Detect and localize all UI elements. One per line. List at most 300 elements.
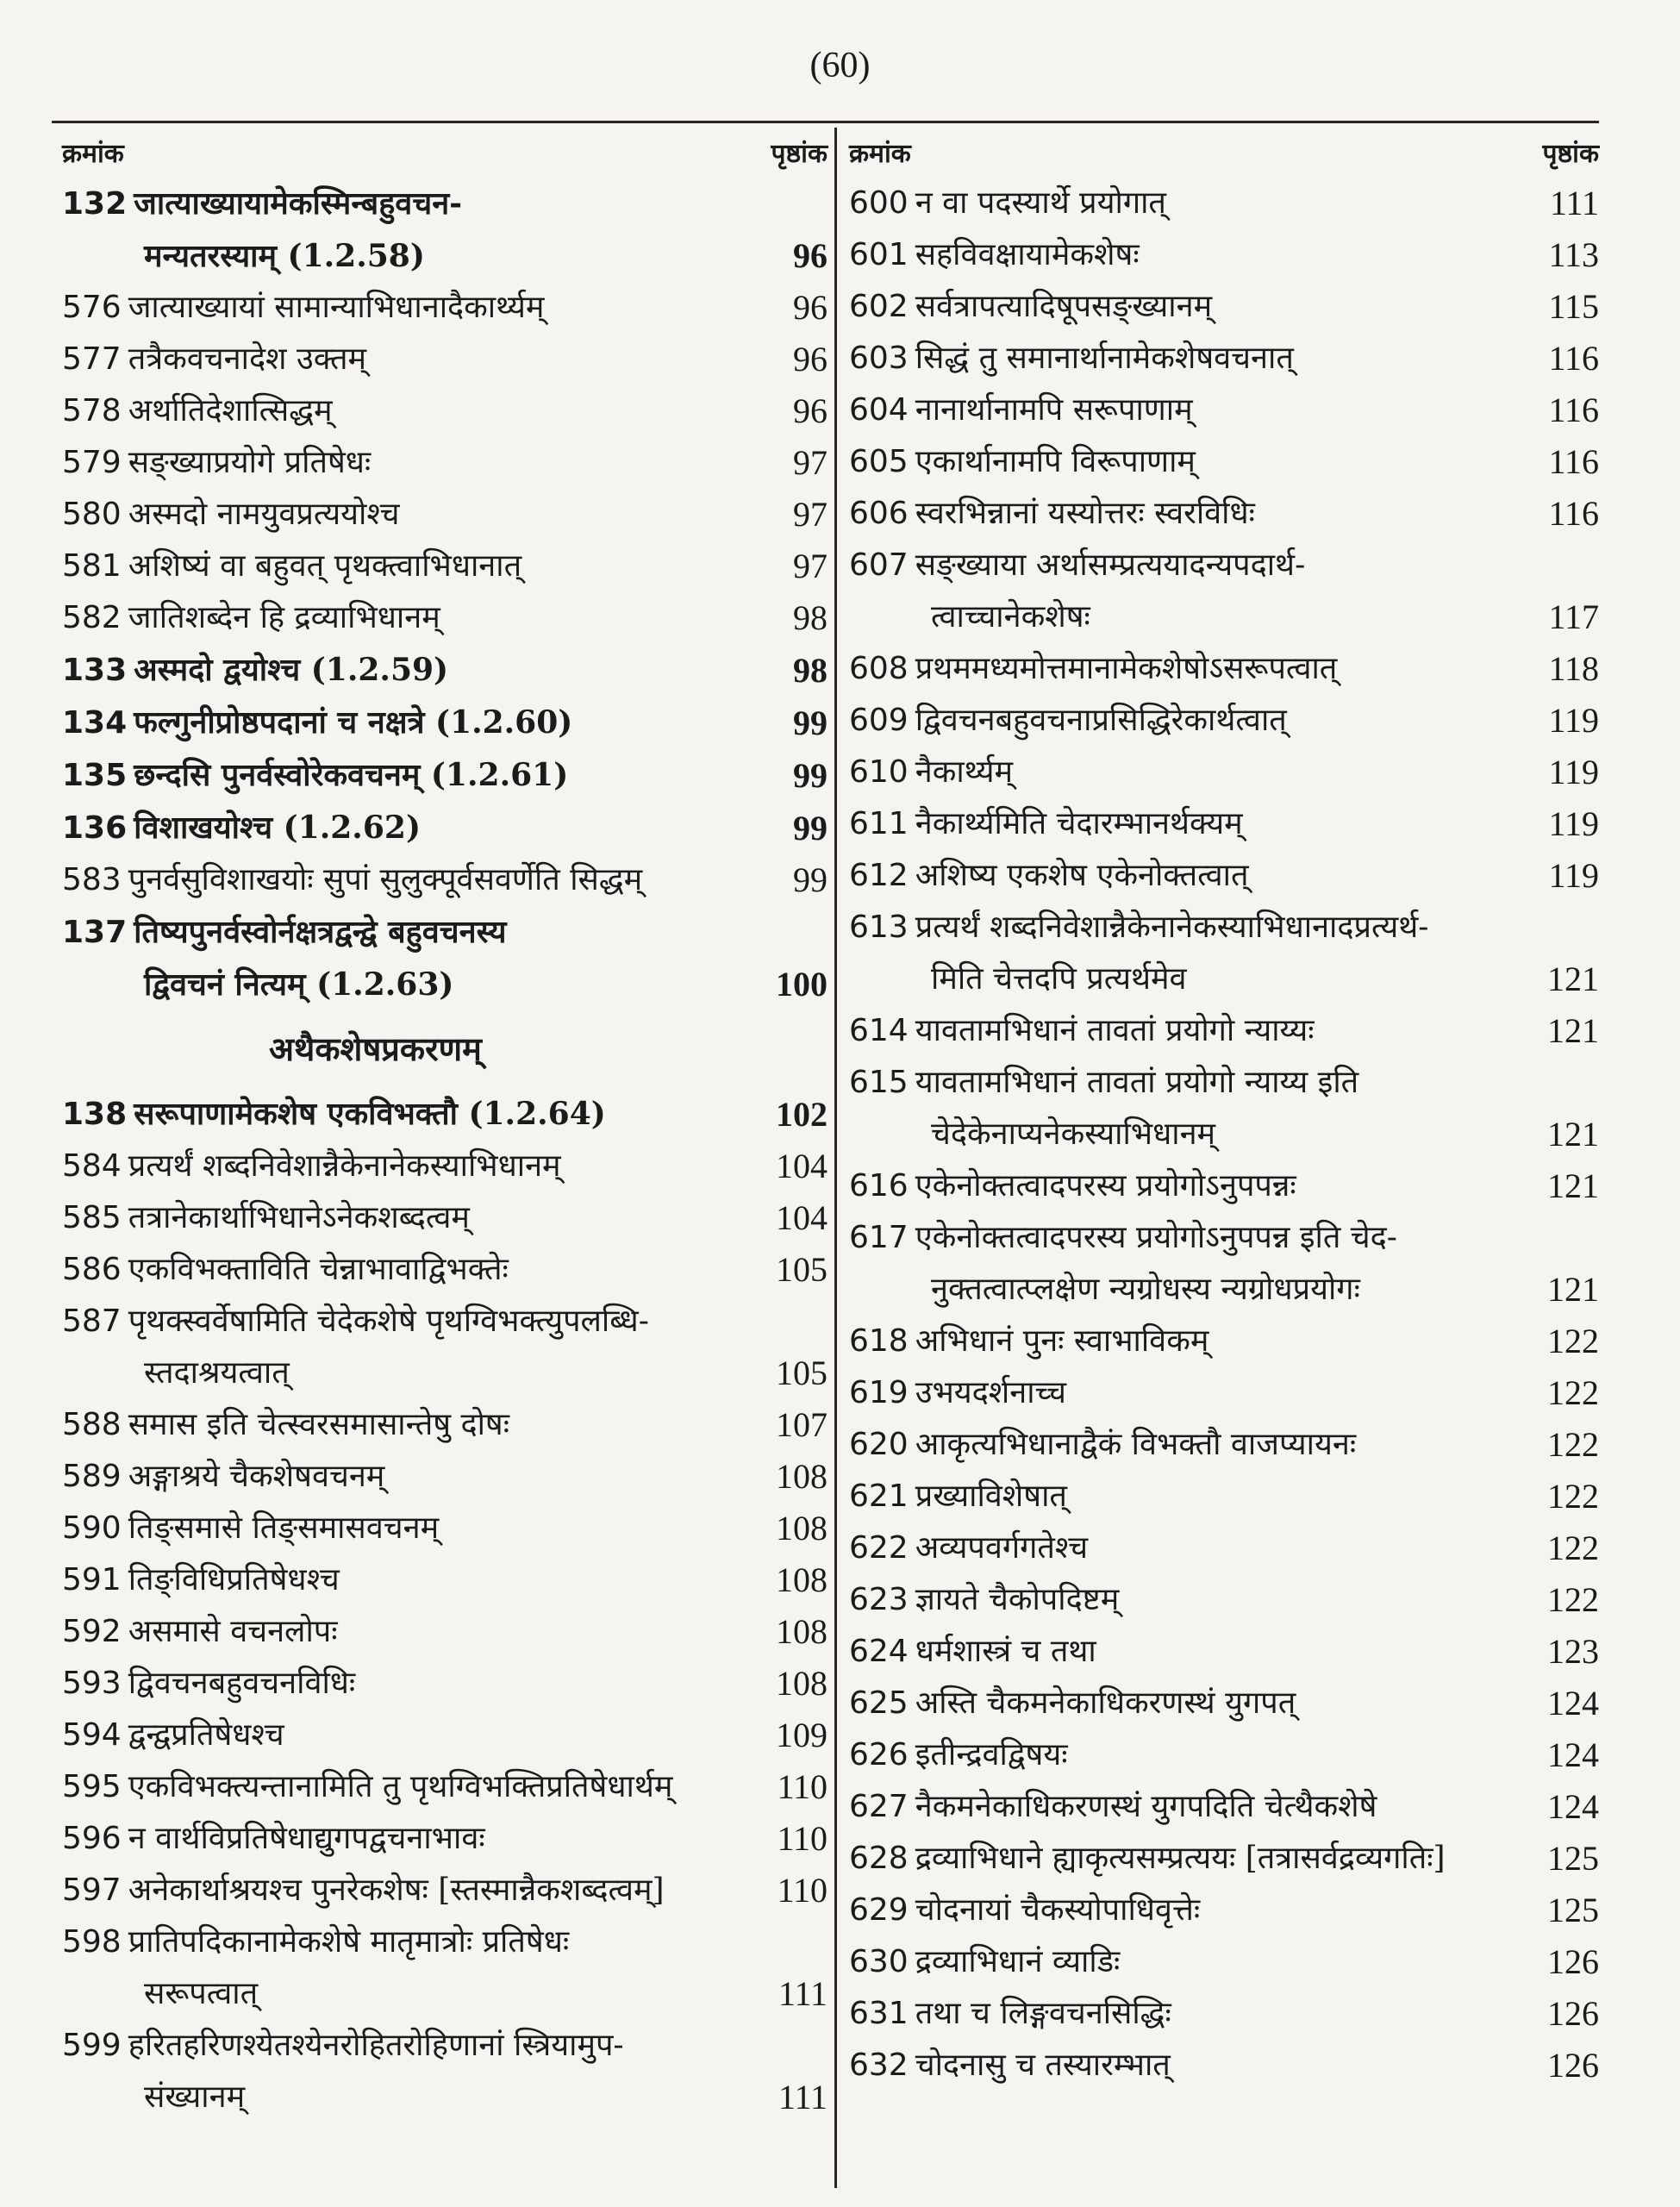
entry-text-cell: [849, 798, 1504, 850]
entry-text-cell: [849, 643, 1504, 695]
entry-page: 126: [1547, 2046, 1599, 2085]
entry-row: [62, 1088, 828, 1141]
entry-row: [62, 2072, 828, 2123]
entry-number: 625: [849, 1685, 909, 1721]
entry-text: फल्गुनीप्रोष्ठपदानां च नक्षत्रे (1.2.60): [134, 704, 573, 741]
entry-number: 591: [62, 1562, 122, 1597]
entry-page: 119: [1548, 701, 1599, 740]
entry-row: [849, 798, 1599, 850]
entry-row: [849, 1471, 1599, 1522]
entry-text: द्वन्द्वप्रतिषेधश्च: [128, 1717, 284, 1753]
entry-row: [62, 1399, 828, 1451]
entry-page: 96: [793, 391, 828, 430]
entry-text-cell: [849, 1264, 1504, 1316]
entry-text-cell: [62, 1192, 733, 1244]
entry-number: 614: [849, 1013, 909, 1048]
entry-row: [62, 1451, 828, 1503]
entry-page: 116: [1548, 494, 1599, 533]
entry-text-cell: [62, 1710, 733, 1761]
entry-number: 579: [62, 445, 122, 480]
entry-text: जात्याख्यायामेकस्मिन्बहुवचन-: [134, 185, 463, 222]
entry-text: असमासे वचनलोपः: [128, 1614, 338, 1649]
entry-row: [849, 1678, 1599, 1729]
entry-page: 122: [1547, 1580, 1599, 1619]
entry-text-cell: [849, 695, 1504, 747]
entry-text-cell: [849, 1367, 1504, 1419]
entry-row: [849, 1160, 1599, 1212]
entry-number: 578: [62, 393, 122, 428]
section-title: अथैकशेषप्रकरणम्: [269, 1029, 482, 1068]
entry-text: चेदेकेनाप्यनेकस्याभिधानम्: [931, 1116, 1216, 1152]
entry-number: 576: [62, 290, 122, 325]
entry-page: 116: [1548, 442, 1599, 481]
entry-row: [62, 959, 828, 1010]
entry-number: 612: [849, 858, 909, 893]
entry-text-cell: [849, 1936, 1504, 1988]
entry-text: मिति चेत्तदपि प्रत्यर्थमेव: [931, 961, 1187, 997]
entry-text-cell: [849, 281, 1504, 333]
entry-text: द्रव्याभिधानं व्याडिः: [915, 1944, 1121, 1979]
entry-text-cell: [849, 540, 1504, 591]
entry-text-cell: [849, 902, 1504, 953]
entry-row: [849, 333, 1599, 385]
entry-row: [849, 178, 1599, 229]
entry-text: विशाखयोश्च (1.2.62): [134, 810, 421, 846]
entry-number: 585: [62, 1200, 122, 1235]
entry-number: 609: [849, 703, 909, 738]
entry-text: यावतामभिधानं तावतां प्रयोगो न्याय्यः: [915, 1013, 1315, 1048]
entry-row: [62, 1968, 828, 2020]
entry-number: 617: [849, 1220, 909, 1255]
entry-number: 596: [62, 1821, 122, 1856]
entry-text: स्वरभिन्नानां यस्योत्तरः स्वरविधिः: [915, 496, 1255, 531]
entry-row: [849, 1885, 1599, 1936]
entry-number: 593: [62, 1666, 122, 1701]
entry-page: 119: [1548, 804, 1599, 843]
entry-text-cell: [849, 1419, 1504, 1471]
entry-number: 620: [849, 1427, 909, 1462]
entry-text-cell: [849, 1988, 1504, 2040]
entry-row: [849, 591, 1599, 643]
entry-text: अङ्गाश्रये चैकशेषवचनम्: [128, 1459, 385, 1494]
entry-text: तत्रानेकार्थाभिधानेऽनेकशब्दत्वम्: [128, 1200, 470, 1235]
entry-text-cell: [849, 1109, 1504, 1160]
entry-text: सङ्ख्याया अर्थासम्प्रत्ययादन्यपदार्थ-: [915, 547, 1306, 583]
entry-text-cell: [849, 747, 1504, 798]
entry-page: 117: [1548, 597, 1599, 636]
entry-number: 608: [849, 651, 909, 686]
entry-page: 110: [777, 1871, 828, 1910]
entry-text: प्रत्यर्थं शब्दनिवेशान्नैकेनानेकस्याभिधानम्: [128, 1148, 561, 1184]
entry-number: 589: [62, 1459, 122, 1494]
entry-text: सहविवक्षायामेकशेषः: [915, 237, 1140, 272]
entry-text: तत्रैकवचनादेश उक्तम्: [128, 341, 367, 377]
entry-text: स्तदाश्रयत्वात्: [144, 1355, 290, 1391]
entry-row: [849, 1212, 1599, 1264]
entry-row: [62, 178, 828, 230]
entry-row: [849, 540, 1599, 591]
entry-text-cell: [62, 802, 733, 854]
entry-row: [62, 1296, 828, 1347]
entry-page: 121: [1547, 1115, 1599, 1154]
entry-text: सर्वत्रापत्यादिषूपसङ्ख्यानम्: [915, 289, 1213, 324]
entry-text: नैकार्थ्यमिति चेदारम्भानर्थक्यम्: [915, 806, 1243, 841]
entry-number: 590: [62, 1510, 122, 1546]
entry-text-cell: [849, 953, 1504, 1005]
entry-text: प्रथममध्यमोत्तमानामेकशेषोऽसरूपत्वात्: [915, 651, 1338, 686]
entry-text-cell: [62, 1141, 733, 1192]
entry-text-cell: [62, 854, 733, 906]
entry-text-cell: [62, 1968, 733, 2020]
entry-number: 588: [62, 1407, 122, 1442]
entry-number: 610: [849, 754, 909, 790]
left-entries-b: [62, 1088, 828, 2123]
entry-text-cell: [62, 906, 733, 959]
entry-text-cell: [849, 436, 1504, 488]
entry-text: एकविभक्ताविति चेन्नाभावाद्विभक्तेः: [128, 1252, 509, 1287]
entry-row: [62, 2020, 828, 2072]
entry-row: [62, 282, 828, 334]
entry-row: [62, 1710, 828, 1761]
entry-text-cell: [62, 1606, 733, 1658]
entry-text-cell: [849, 333, 1504, 385]
entry-page: 96: [793, 288, 828, 327]
entry-text-cell: [849, 1316, 1504, 1367]
entry-text: इतीन्द्रवद्विषयः: [915, 1737, 1068, 1772]
entry-text-cell: [849, 1212, 1504, 1264]
left-entries-a: [62, 178, 828, 1010]
entry-number: 594: [62, 1717, 122, 1753]
entry-text-cell: [62, 541, 733, 592]
entry-text: एकार्थानामपि विरूपाणाम्: [915, 444, 1196, 479]
entry-text: नानार्थानामपि सरूपाणाम्: [915, 392, 1193, 428]
entry-text: जातिशब्देन हि द्रव्याभिधानम्: [128, 600, 440, 635]
entry-page: 123: [1547, 1632, 1599, 1671]
entry-row: [62, 437, 828, 489]
entry-text: एकविभक्त्यन्तानामिति तु पृथग्विभक्तिप्रतिषेधार्थम्: [128, 1769, 673, 1804]
entry-text-cell: [62, 749, 733, 802]
entry-text: छन्दसि पुनर्वस्वोरेकवचनम् (1.2.61): [134, 757, 569, 793]
entry-text: तिङ्विधिप्रतिषेधश्च: [128, 1562, 340, 1597]
entry-page: 116: [1548, 391, 1599, 429]
entry-text-cell: [849, 1057, 1504, 1109]
entry-row: [62, 334, 828, 385]
entry-text: तिङ्समासे तिङ्समासवचनम्: [128, 1510, 440, 1546]
serial-header: क्रमांक: [849, 138, 911, 169]
page-number: (60): [809, 46, 871, 85]
entry-text: उभयदर्शनाच्च: [915, 1375, 1066, 1410]
entry-row: [849, 747, 1599, 798]
entry-text-cell: [849, 229, 1504, 281]
entry-text: यावतामभिधानं तावतां प्रयोगो न्याय्य इति: [915, 1065, 1359, 1100]
entry-page: 96: [793, 236, 828, 275]
entry-text-cell: [849, 1522, 1504, 1574]
entry-number: 583: [62, 862, 122, 897]
left-column: [62, 128, 828, 2188]
entry-text: त्वाच्चानेकशेषः: [931, 599, 1090, 635]
entry-page: 124: [1547, 1735, 1599, 1774]
entry-text-cell: [62, 1658, 733, 1710]
entry-page: 100: [776, 965, 828, 1003]
entry-text-cell: [62, 1088, 733, 1141]
entry-text-cell: [62, 385, 733, 437]
entry-text-cell: [62, 1554, 733, 1606]
entry-text: समास इति चेत्स्वरसमासान्तेषु दोषः: [128, 1407, 510, 1442]
entry-text: अनेकार्थाश्रयश्च पुनरेकशेषः [स्तस्मान्नैकशब्दत्वम्]: [128, 1873, 665, 1908]
entry-row: [849, 1264, 1599, 1316]
entry-text-cell: [62, 1451, 733, 1503]
entry-row: [62, 230, 828, 282]
entry-text: अस्ति चैकमनेकाधिकरणस्थं युगपत्: [915, 1685, 1296, 1721]
right-column-header: [849, 128, 1599, 176]
entry-text-cell: [62, 178, 733, 230]
entry-number: 577: [62, 341, 122, 377]
entry-page: 111: [778, 1974, 828, 2013]
entry-text: अर्थातिदेशात्सिद्धम्: [128, 393, 333, 428]
entry-row: [849, 1057, 1599, 1109]
entry-row: [62, 1813, 828, 1865]
entry-number: 619: [849, 1375, 909, 1410]
entry-page: 98: [793, 651, 828, 690]
entry-row: [849, 488, 1599, 540]
entry-row: [849, 1833, 1599, 1885]
entry-text-cell: [62, 1503, 733, 1554]
entry-row: [62, 1865, 828, 1916]
entry-text-cell: [849, 1574, 1504, 1626]
entry-row: [62, 1554, 828, 1606]
entry-text: सरूपत्वात्: [144, 1976, 259, 2011]
entry-page: 105: [776, 1354, 828, 1392]
entry-row: [849, 695, 1599, 747]
entry-number: 599: [62, 2028, 122, 2063]
entry-row: [849, 902, 1599, 953]
entry-page: 108: [776, 1457, 828, 1496]
entry-row: [849, 1109, 1599, 1160]
entry-text-cell: [62, 592, 733, 644]
entry-text-cell: [62, 1296, 733, 1347]
entry-text: संख्यानम्: [144, 2079, 246, 2115]
page-header: पृष्ठांक: [1542, 138, 1599, 169]
entry-row: [62, 385, 828, 437]
entry-number: 598: [62, 1924, 122, 1960]
entry-page: 97: [793, 495, 828, 534]
entry-text: सरूपाणामेकशेष एकविभक्तौ (1.2.64): [134, 1096, 606, 1132]
entry-page: 108: [776, 1560, 828, 1599]
entry-row: [62, 1761, 828, 1813]
entry-number: 616: [849, 1168, 909, 1204]
entry-page: 119: [1548, 753, 1599, 791]
entry-number: 631: [849, 1996, 909, 2031]
entry-text-cell: [849, 1005, 1504, 1057]
entry-text-cell: [62, 230, 733, 282]
entry-number: 597: [62, 1873, 122, 1908]
entry-number: 587: [62, 1304, 122, 1339]
entry-row: [849, 850, 1599, 902]
entry-number: 603: [849, 341, 909, 376]
entry-text: प्रातिपदिकानामेकशेषे मातृमात्रोः प्रतिषेधः: [128, 1924, 570, 1960]
entry-page: 105: [776, 1250, 828, 1289]
entry-text-cell: [849, 850, 1504, 902]
entry-number: 584: [62, 1148, 122, 1184]
entry-row: [849, 1626, 1599, 1678]
entry-text: एकेनोक्तत्वादपरस्य प्रयोगोऽनुपपन्नः: [915, 1168, 1296, 1204]
entry-page: 122: [1547, 1425, 1599, 1464]
entry-text-cell: [62, 1761, 733, 1813]
entry-text: मन्यतरस्याम् (1.2.58): [144, 238, 425, 274]
entry-number: 580: [62, 497, 122, 532]
entry-text-cell: [849, 1626, 1504, 1678]
entry-number: 132: [62, 186, 128, 222]
entry-text-cell: [849, 2040, 1504, 2091]
entry-row: [62, 1141, 828, 1192]
entry-page: 109: [776, 1716, 828, 1754]
entry-row: [849, 643, 1599, 695]
entry-text-cell: [62, 1347, 733, 1399]
entry-page: 124: [1547, 1684, 1599, 1722]
entry-text: हरितहरिणश्येतश्येनरोहितरोहिणानां स्त्रियामुप-: [128, 2028, 624, 2063]
entry-text: पुनर्वसुविशाखयोः सुपां सुलुक्पूर्वसवर्णेति सिद्धम्: [128, 862, 643, 897]
entry-page: 118: [1548, 649, 1599, 688]
entry-text-cell: [62, 282, 733, 334]
entry-number: 581: [62, 548, 122, 584]
entry-text: आकृत्यभिधानाद्वैकं विभक्तौ वाजप्यायनः: [915, 1427, 1357, 1462]
entry-number: 627: [849, 1789, 909, 1824]
entry-text: प्रख्याविशेषात्: [915, 1479, 1067, 1514]
entry-text: तिष्यपुनर्वस्वोर्नक्षत्रद्वन्द्वे बहुवचनस्य: [134, 914, 507, 950]
entry-page: 98: [793, 598, 828, 637]
entry-text: न वार्थविप्रतिषेधाद्युगपद्वचनाभावः: [128, 1821, 485, 1856]
entry-row: [62, 1347, 828, 1399]
entry-text-cell: [62, 959, 733, 1010]
entry-text: सिद्धं तु समानार्थानामेकशेषवचनात्: [915, 341, 1294, 376]
entry-number: 601: [849, 237, 909, 272]
entry-row: [849, 1522, 1599, 1574]
entry-text: एकेनोक्तत्वादपरस्य प्रयोगोऽनुपपन्न इति चेद-: [915, 1220, 1397, 1255]
entry-text: द्विवचनं नित्यम् (1.2.63): [144, 966, 454, 1003]
entry-row: [62, 489, 828, 541]
entry-row: [62, 541, 828, 592]
entry-row: [849, 1729, 1599, 1781]
entry-number: 592: [62, 1614, 122, 1649]
entry-number: 134: [62, 705, 128, 741]
entry-text-cell: [62, 1244, 733, 1296]
entry-page: 122: [1547, 1373, 1599, 1412]
entry-number: 618: [849, 1323, 909, 1359]
entry-row: [849, 1005, 1599, 1057]
entry-number: 133: [62, 653, 128, 688]
entry-row: [62, 906, 828, 959]
entry-text-cell: [849, 1471, 1504, 1522]
entry-page: 121: [1547, 1011, 1599, 1050]
entry-row: [62, 644, 828, 697]
entry-page: 124: [1547, 1787, 1599, 1826]
entry-row: [849, 1988, 1599, 2040]
entry-page: 96: [793, 340, 828, 378]
entry-page: 119: [1548, 856, 1599, 895]
entry-page: 104: [776, 1198, 828, 1237]
right-entries: [849, 178, 1599, 2091]
entry-number: 629: [849, 1892, 909, 1928]
entry-number: 622: [849, 1530, 909, 1566]
entry-row: [62, 1916, 828, 1968]
entry-page: 107: [776, 1405, 828, 1444]
entry-row: [849, 385, 1599, 436]
entry-text-cell: [849, 1729, 1504, 1781]
entry-number: 586: [62, 1252, 122, 1287]
entry-number: 582: [62, 600, 122, 635]
entry-page: 111: [778, 2078, 828, 2116]
entry-row: [62, 749, 828, 802]
entry-row: [62, 802, 828, 854]
entry-number: 135: [62, 758, 128, 793]
entry-page: 104: [776, 1147, 828, 1185]
entry-page: 125: [1547, 1839, 1599, 1878]
entry-page: 125: [1547, 1891, 1599, 1929]
entry-page: 102: [776, 1095, 828, 1134]
entry-page: 99: [793, 809, 828, 847]
entry-row: [849, 953, 1599, 1005]
entry-number: 623: [849, 1582, 909, 1617]
entry-text: धर्मशास्त्रं च तथा: [915, 1634, 1096, 1669]
entry-page: 97: [793, 547, 828, 585]
entry-page: 121: [1547, 1166, 1599, 1205]
entry-text: नैकार्थ्यम्: [915, 754, 1013, 790]
entry-row: [62, 592, 828, 644]
entry-page: 113: [1548, 235, 1599, 274]
entry-number: 630: [849, 1944, 909, 1979]
entry-row: [62, 1503, 828, 1554]
entry-page: 121: [1547, 960, 1599, 998]
entry-text: जात्याख्यायां सामान्याभिधानादैकार्थ्यम्: [128, 290, 545, 325]
entry-number: 621: [849, 1479, 909, 1514]
entry-page: 108: [776, 1612, 828, 1651]
entry-row: [62, 1658, 828, 1710]
page-header: पृष्ठांक: [771, 138, 828, 169]
entry-row: [849, 2040, 1599, 2091]
entry-text: अस्मदो नामयुवप्रत्ययोश्च: [128, 497, 400, 532]
entry-number: 628: [849, 1841, 909, 1876]
entry-text-cell: [849, 1781, 1504, 1833]
entry-page: 116: [1548, 339, 1599, 378]
entry-page: 110: [777, 1819, 828, 1858]
entry-number: 615: [849, 1065, 909, 1100]
entry-number: 604: [849, 392, 909, 428]
entry-number: 595: [62, 1769, 122, 1804]
entry-text: द्विवचनबहुवचनाप्रसिद्धिरेकार्थत्वात्: [915, 703, 1287, 738]
entry-number: 136: [62, 810, 128, 846]
entry-row: [849, 1367, 1599, 1419]
entry-text: ज्ञायते चैकोपदिष्टम्: [915, 1582, 1120, 1617]
entry-text: सङ्ख्याप्रयोगे प्रतिषेधः: [128, 445, 372, 480]
entry-row: [62, 697, 828, 749]
entry-text-cell: [849, 488, 1504, 540]
entry-text-cell: [849, 178, 1504, 229]
entry-text: नुक्तत्वात्प्लक्षेण न्यग्रोधस्य न्यग्रोधप्रयोगः: [931, 1272, 1360, 1307]
entry-text-cell: [849, 1885, 1504, 1936]
entry-text: नैकमनेकाधिकरणस्थं युगपदिति चेत्थैकशेषे: [915, 1789, 1377, 1824]
entry-page: 126: [1547, 1942, 1599, 1981]
entry-number: 600: [849, 185, 909, 221]
entry-text: द्रव्याभिधाने ह्याकृत्यसम्प्रत्ययः [तत्रासर्वद्रव्यगतिः]: [915, 1841, 1446, 1876]
entry-text-cell: [62, 1916, 733, 1968]
entry-number: 611: [849, 806, 909, 841]
entry-row: [849, 436, 1599, 488]
entry-row: [62, 1192, 828, 1244]
entry-text: द्विवचनबहुवचनविधिः: [128, 1666, 356, 1701]
entry-row: [62, 1606, 828, 1658]
entry-number: 606: [849, 496, 909, 531]
entry-number: 607: [849, 547, 909, 583]
